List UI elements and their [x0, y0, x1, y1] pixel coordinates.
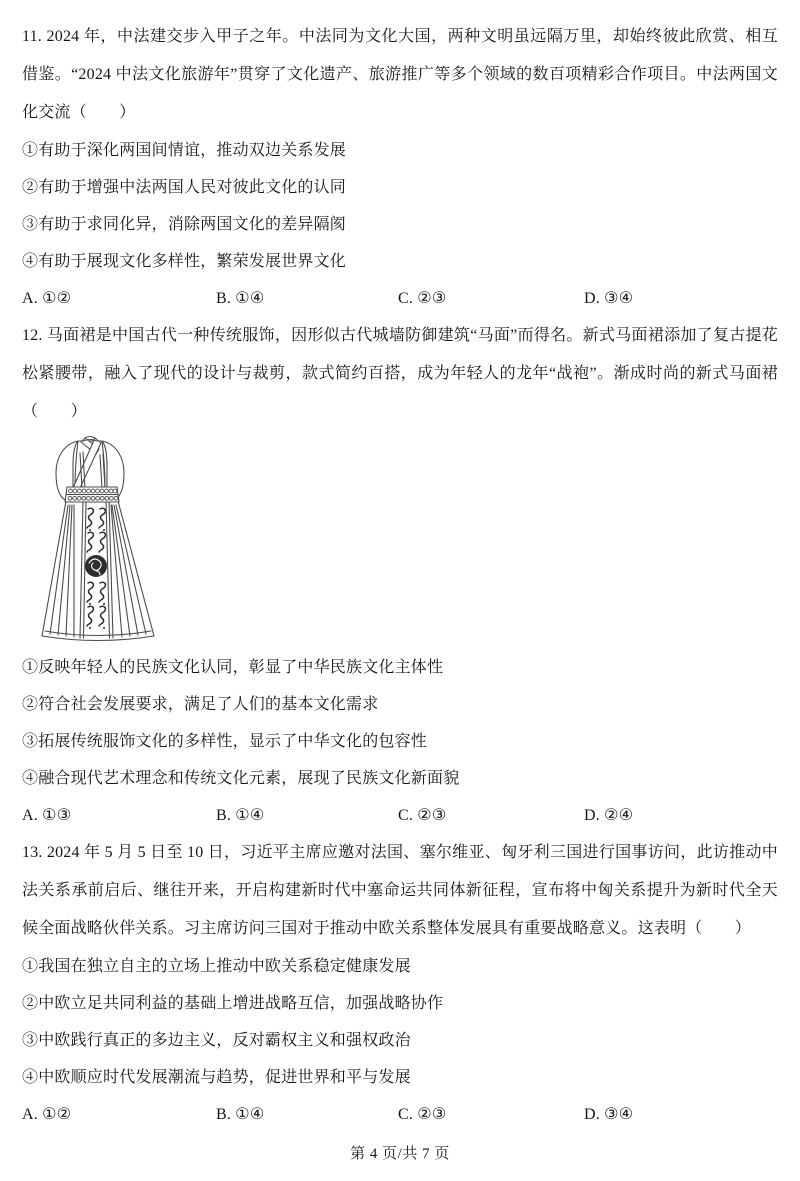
- question-13-option-2: ②中欧立足共同利益的基础上增进战略互信，加强战略协作: [22, 995, 444, 1012]
- question-13-stem: 13. 2024 年 5 月 5 日至 10 日，习近平主席应邀对法国、塞尔维亚、匈牙利三国进行国事访问，此访推动中法关系承前启后、继往开来，开启构建新时代中塞命运共同体新征程，宣布将中匈关系提升为新时代全天候全面战略伙伴关系。习主席访问三国对于推动中欧关系整体发展具有重要战略意义。这表明（ ）: [22, 844, 778, 937]
- question-13-choice-row: [22, 1096, 778, 1133]
- question-12-option-2: ②符合社会发展要求，满足了人们的基本文化需求: [22, 696, 379, 713]
- question-12-option-4: ④融合现代艺术理念和传统文化元素，展现了民族文化新面貌: [22, 770, 460, 787]
- page-footer: 第 4 页/共 7 页: [350, 1146, 450, 1162]
- question-block-11: [22, 18, 778, 317]
- question-11-choice-b: B. ①④: [216, 290, 265, 307]
- question-12-choice-b: B. ①④: [216, 807, 265, 824]
- question-13-choice-b: B. ①④: [216, 1106, 265, 1123]
- mamianqun-figure: [38, 435, 778, 647]
- question-11-choice-c: C. ②③: [398, 290, 447, 307]
- question-13-option-3: ③中欧践行真正的多边主义，反对霸权主义和强权政治: [22, 1032, 411, 1049]
- question-11-stem: 11. 2024 年，中法建交步入甲子之年。中法同为文化大国，两种文明虽远隔万里，却始终彼此欣赏、相互借鉴。“2024 中法文化旅游年”贯穿了文化遗产、旅游推广等多个领域的数百项精彩合作项目。中法两国文化交流（ ）: [22, 28, 778, 121]
- question-11-option-1: ①有助于深化两国间情谊，推动双边关系发展: [22, 142, 347, 159]
- question-13-choice-d: D. ③④: [584, 1106, 634, 1123]
- question-13-option-1: ①我国在独立自主的立场上推动中欧关系稳定健康发展: [22, 958, 411, 975]
- question-block-12: [22, 317, 778, 834]
- question-13-option-4: ④中欧顺应时代发展潮流与趋势，促进世界和平与发展: [22, 1069, 411, 1086]
- question-11-option-4: ④有助于展现文化多样性，繁荣发展世界文化: [22, 253, 347, 270]
- question-11-option-3: ③有助于求同化异，消除两国文化的差异隔阂: [22, 216, 347, 233]
- question-11-choice-d: D. ③④: [584, 290, 634, 307]
- question-11-choice-a: A. ①②: [22, 290, 72, 307]
- question-block-13: [22, 834, 778, 1133]
- question-12-choice-c: C. ②③: [398, 807, 447, 824]
- question-13-choice-a: A. ①②: [22, 1106, 72, 1123]
- question-12-option-3: ③拓展传统服饰文化的多样性，显示了中华文化的包容性: [22, 733, 428, 750]
- question-11-option-2: ②有助于增强中法两国人民对彼此文化的认同: [22, 179, 347, 196]
- question-12-choice-row: [22, 797, 778, 834]
- question-12-option-1: ①反映年轻人的民族文化认同，彰显了中华民族文化主体性: [22, 659, 444, 676]
- mamianqun-skirt-illustration: [38, 435, 160, 647]
- question-12-stem: 12. 马面裙是中国古代一种传统服饰，因形似古代城墙防御建筑“马面”而得名。新式马面裙添加了复古提花松紧腰带，融入了现代的设计与裁剪，款式简约百搭，成为年轻人的龙年“战袍”。渐成时尚的新式马面裙（ ）: [22, 327, 778, 420]
- question-12-choice-d: D. ②④: [584, 807, 634, 824]
- question-13-choice-c: C. ②③: [398, 1106, 447, 1123]
- question-11-choice-row: [22, 280, 778, 317]
- question-12-choice-a: A. ①③: [22, 807, 72, 824]
